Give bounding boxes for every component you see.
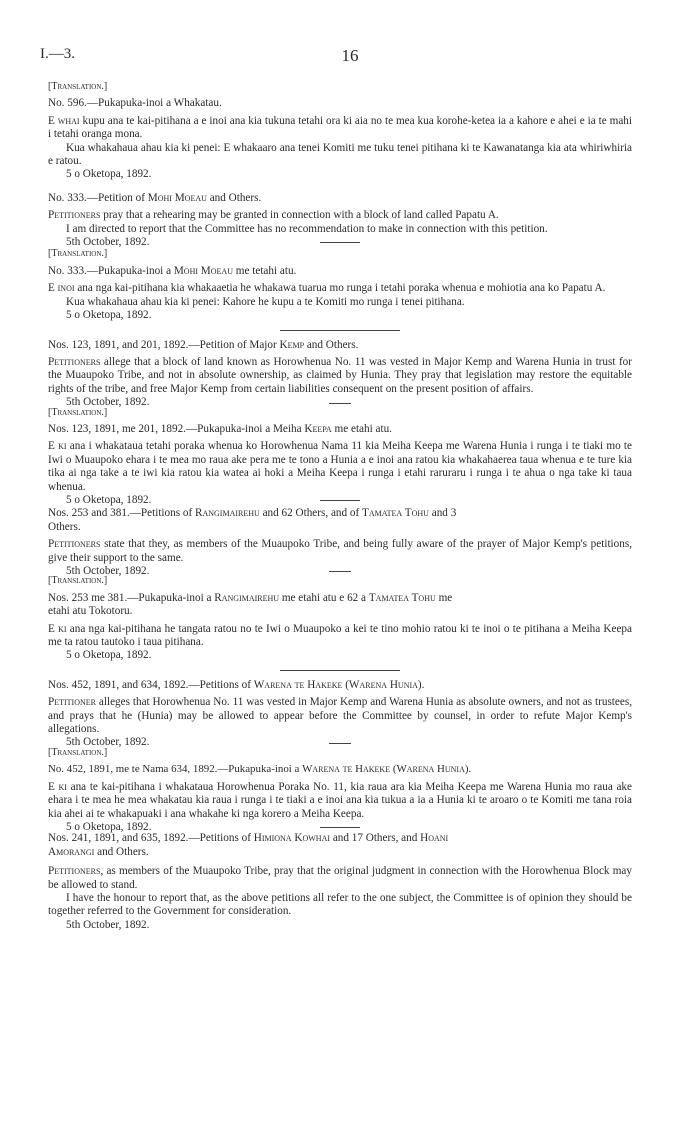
page-content	[48, 80, 632, 932]
petitioner-name: Tamatea Tohu	[362, 507, 429, 520]
petition-title	[48, 97, 632, 110]
lead-word: Petitioners	[48, 865, 101, 878]
divider	[320, 500, 360, 501]
body-text: state that they, as members of the Muaupoko Tribe, and being fully aware of the prayer of Major Kemp's petitions, give their support to the same.	[48, 538, 632, 564]
title-text: and Others.	[94, 845, 149, 858]
petition-body	[48, 115, 632, 142]
title-text: me etahi atu e 62 a	[279, 591, 369, 604]
translation-label: [Translation.]	[48, 81, 108, 92]
section-divider	[280, 670, 400, 671]
petition-title	[48, 679, 632, 692]
title-text: me etahi atu.	[331, 422, 392, 435]
report-date: 5th October, 1892.	[66, 736, 150, 749]
petitioner-name: Kemp	[279, 338, 305, 351]
lead-word: E inoi	[48, 282, 75, 295]
body-text: allege that a block of land known as Horowhenua No. 11 was vested in Major Kemp and Warena Hunia in trust for the Muaupoko Tribe, and not in absolute ownership, as claimed by Hunia. They pray that legislation may restore the equitable rights of the tribe, and free Major Kemp from certain liabilities consequent on the present position of affairs.	[48, 355, 632, 395]
petitioner-name: Mohi Moeau	[173, 264, 233, 277]
body-text: pray that a rehearing may be granted in connection with a block of land called Papatu A.	[100, 209, 499, 222]
page-header	[40, 46, 660, 66]
body-text: ana te kai-pitihana i whakataua Horowhenua Poraka No. 11, kia raua ara kia Meiha Keepa me Warena Hunia mo raua ake ehara i te mea he mea whakatau kia raua i runga i te tiaki a e inoi ana kia tukua a ia a Hunia ki te aroaro o te Komiti me tana roia kia ahei ai te whakapuaki i ana whakahe ki nga korero a Meiha Keepa.	[48, 780, 632, 820]
title-text: and 17 Others, and	[330, 832, 421, 845]
title-text: Nos. 253 and 381.—Petitions of	[48, 507, 195, 520]
lead-word: E ki	[48, 780, 67, 793]
petition-body	[48, 696, 632, 736]
petitioner-name: Mohi Moeau	[147, 191, 207, 204]
petitioner-name: Amorangi	[48, 845, 95, 858]
petition-title	[48, 192, 632, 205]
title-text: No. 333.—Pukapuka-inoi a	[48, 264, 174, 277]
petition-title	[48, 832, 632, 845]
translation-label: [Translation.]	[48, 746, 108, 758]
committee-reply: Kua whakahaua ahau kia ki penei: Kahore he kupu a te Komiti mo runga i tenei pitihana.	[66, 295, 465, 308]
petition-title	[48, 507, 632, 520]
title-text: me tetahi atu.	[232, 264, 297, 277]
title-continuation: etahi atu Tokotoru.	[48, 605, 133, 618]
title-text: Nos. 452, 1891, and 634, 1892.—Petitions of	[48, 678, 254, 691]
report-date: 5 o Oketopa, 1892.	[66, 168, 152, 181]
title-continuation	[48, 846, 632, 859]
title-text: No. 596.—Pukapuka-inoi a Whakatau.	[48, 97, 222, 110]
divider	[320, 827, 360, 828]
petition-body	[48, 623, 632, 650]
title-text: and Others.	[304, 338, 359, 351]
title-text: Nos. 241, 1891, and 635, 1892.—Petitions of	[48, 832, 254, 845]
body-text: alleges that Horowhenua No. 11 was vested in Major Kemp and Warena Hunia as absolute owners, and not as trustees, and prays that he (Hunia) may be allowed to appear before the Committee by counsel, in order to refute Major Kemp's allegations.	[48, 696, 632, 736]
petition-body	[48, 538, 632, 565]
lead-word: E ki	[48, 622, 67, 635]
title-text: .	[468, 763, 472, 776]
divider	[329, 403, 351, 404]
title-text: .	[421, 678, 425, 691]
lead-word: Petitioner	[48, 696, 96, 709]
title-text: and Others.	[206, 191, 262, 204]
translation-label: [Translation.]	[48, 406, 108, 418]
report-date: 5th October, 1892.	[66, 236, 150, 249]
petitioner-name: Rangimairehu	[214, 591, 280, 604]
section-divider	[280, 330, 400, 331]
divider	[329, 743, 351, 744]
petitioner-name: Himiona Kowhai	[253, 832, 331, 845]
petition-title	[48, 339, 632, 352]
lead-word: Petitioners	[48, 209, 101, 222]
lead-word: E ki	[48, 440, 67, 453]
title-text: and 3	[428, 507, 457, 520]
report-date: 5 o Oketopa, 1892.	[66, 820, 152, 833]
lead-word: E whai	[48, 114, 80, 127]
report-code: I.—3.	[40, 46, 75, 62]
title-text: me	[435, 591, 453, 604]
petition-body	[48, 356, 632, 396]
page-number: 16	[341, 46, 359, 65]
committee-reply: I have the honour to report that, as the above petitions all refer to the one subject, the Committee is of opinion they should be together referred to the Government for consideration.	[48, 891, 632, 918]
petition-title	[48, 423, 632, 436]
petitioner-name: Warena te Hakeke (Warena Hunia)	[253, 678, 422, 691]
report-date: 5th October, 1892.	[66, 565, 150, 577]
petition-body	[48, 209, 632, 222]
petition-body	[48, 781, 632, 821]
petition-body	[48, 440, 632, 494]
committee-reply: I am directed to report that the Committee has no recommendation to make in connection with this petition.	[66, 222, 548, 235]
petitioner-name: Rangimairehu	[195, 507, 260, 520]
title-text: No. 452, 1891, me te Nama 634, 1892.—Pukapuka-inoi a	[48, 763, 303, 776]
lead-word: Petitioners	[48, 355, 101, 368]
title-continuation: Others.	[48, 520, 81, 533]
translation-label: [Translation.]	[48, 575, 108, 587]
petitioner-name: Warena te Hakeke (Warena Hunia)	[302, 763, 469, 776]
petition-body	[48, 865, 632, 892]
petitioner-name: Tamatea Tohu	[368, 591, 436, 604]
title-text: and 62 Others, and of	[259, 507, 363, 520]
title-text: Nos. 123, 1891, me 201, 1892.—Pukapuka-inoi a Meiha	[48, 422, 305, 435]
petitioner-name: Hoani	[420, 832, 449, 845]
report-date: 5th October, 1892.	[66, 396, 150, 409]
body-text: ana nga kai-pitihana kia whakaaetia he whakawa tuarua mo runga i tetahi poraka whenua e mohiotia ana ko Papatu A.	[74, 282, 606, 295]
committee-reply: Kua whakahaua ahau kia ki penei: E whakaaro ana tenei Komiti me tuku tenei pitihana ki te Kawanatanga kia ata whiriwhiria e ratou.	[48, 141, 632, 168]
report-date: 5 o Oketopa, 1892.	[66, 493, 152, 506]
body-text: kupu ana te kai-pitihana a e inoi ana kia tukuna tetahi ora ki aia no te mea kua korohe-ketea ia a kahore e ahei e ia te mahi i tetahi oranga mona.	[48, 114, 632, 141]
title-text: No. 333.—Petition of	[48, 191, 148, 204]
title-text: Nos. 123, 1891, and 201, 1892.—Petition of Major	[48, 338, 280, 351]
petition-body	[48, 282, 632, 295]
body-text: ana i whakataua tetahi poraka whenua ko Horowhenua Nama 11 kia Meiha Keepa me Warena Hunia i runga i te tiaki mo te Iwi o Muaupoko ehara i te mea mo raua ake pera me te tono a Hunia a e inoi ana ratou kia whakahaerea taua whenua e te ture kia tika ai nga take a te iwi kia ratou kia watea ai hoki a Meiha Keepa i runga i etahi raruraru i runga i te ahua o nga take ki taua whenua.	[48, 440, 632, 493]
body-text: , as members of the Muaupoko Tribe, pray that the original judgment in connection with the Horowhenua Block may be allowed to stand.	[48, 865, 632, 891]
petition-title	[48, 592, 632, 605]
petitioner-name: Keepa	[304, 422, 332, 435]
translation-label: [Translation.]	[48, 248, 108, 260]
divider	[320, 242, 360, 243]
divider	[329, 571, 351, 572]
title-text: Nos. 253 me 381.—Pukapuka-inoi a	[48, 591, 215, 604]
lead-word: Petitioners	[48, 538, 101, 551]
report-date: 5 o Oketopa, 1892.	[66, 649, 152, 662]
petition-title	[48, 763, 632, 776]
body-text: ana nga kai-pitihana he tangata ratou no te Iwi o Muaupoko a kei te tino mohio ratou ki te inoi o te pitihana a Meiha Keepa me ta ratou tautoko i taua pitihana.	[48, 622, 632, 649]
petition-title	[48, 265, 632, 278]
report-date: 5th October, 1892.	[66, 918, 150, 931]
report-date: 5 o Oketopa, 1892.	[66, 309, 152, 322]
